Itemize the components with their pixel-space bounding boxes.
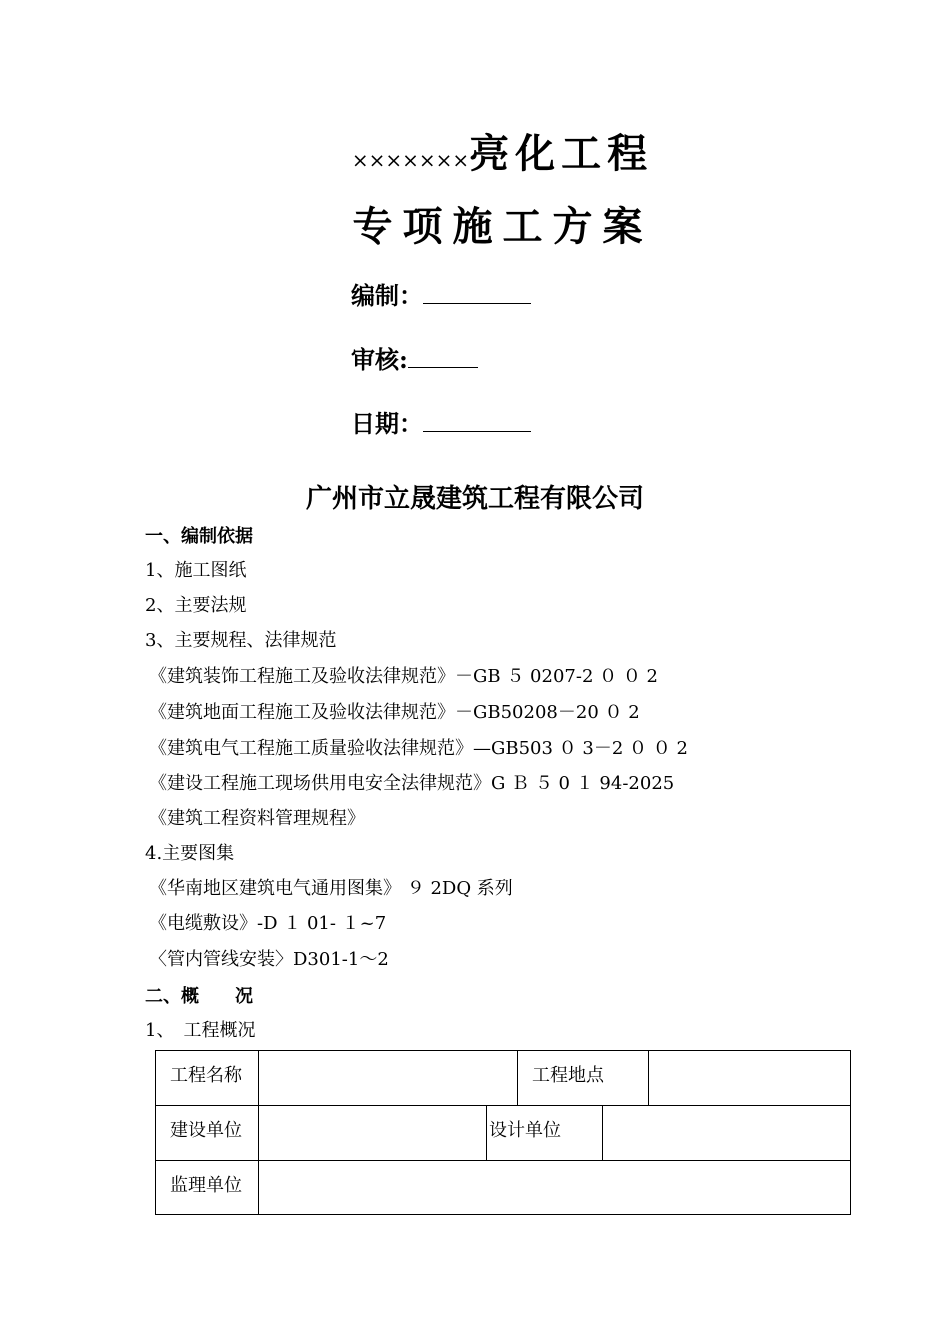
date-line	[351, 404, 531, 439]
supervisor-value	[259, 1161, 851, 1215]
prepared-label: 编制：	[351, 281, 423, 310]
list-item: 1、施工图纸	[145, 560, 247, 581]
document-title	[0, 122, 950, 179]
standard-item: 《建设工程施工现场供用电安全法律规范》G Ｂ ５ 0 １ 94-2025	[149, 773, 675, 794]
atlas-item: 〈管内管线安装〉D301-1～2	[149, 949, 389, 970]
designer-value	[603, 1106, 851, 1161]
reviewed-label: 审核:	[351, 345, 408, 374]
section2-heading: 二、概 况	[145, 986, 253, 1007]
standard-item: 《建筑装饰工程施工及验收法律规范》－GB ５ 0207-2 ０ ０ 2	[149, 666, 659, 687]
project-location-label: 工程地点	[518, 1051, 649, 1106]
prepared-blank	[423, 281, 531, 304]
builder-label: 建设单位	[156, 1106, 259, 1161]
atlas-heading: 4.主要图集	[145, 843, 235, 864]
project-location-value	[649, 1051, 851, 1106]
prepared-by	[351, 276, 531, 311]
table-row	[156, 1051, 851, 1106]
section1-heading: 一、编制依据	[145, 526, 253, 547]
date-blank	[423, 409, 531, 432]
builder-value	[259, 1106, 487, 1161]
reviewed-blank	[408, 345, 478, 368]
atlas-item: 《电缆敷设》-D １ 01- １~7	[149, 913, 387, 934]
document-subtitle: 专项施工方案	[352, 203, 653, 250]
atlas-item: 《华南地区建筑电气通用图集》 ９ 2DQ 系列	[149, 878, 513, 899]
project-name-label: 工程名称	[156, 1051, 259, 1106]
supervisor-label: 监理单位	[156, 1161, 259, 1215]
date-label: 日期：	[351, 409, 423, 438]
list-item: 3、主要规程、法律规范	[145, 630, 337, 651]
table-row	[156, 1106, 851, 1161]
title-placeholder: ×××××××	[351, 148, 470, 172]
standard-item: 《建筑电气工程施工质量验收法律规范》—GB503 ０ 3－2 ０ ０ 2	[149, 738, 688, 759]
company-name: 广州市立晟建筑工程有限公司	[305, 484, 644, 514]
standard-item: 《建筑地面工程施工及验收法律规范》－GB50208－20 ０ 2	[149, 702, 640, 723]
standard-item: 《建筑工程资料管理规程》	[149, 808, 365, 829]
designer-label: 设计单位	[487, 1106, 603, 1161]
table-row	[156, 1161, 851, 1215]
title-main: 亮化工程	[469, 130, 654, 177]
project-overview-table	[155, 1050, 851, 1215]
list-item: 2、主要法规	[145, 595, 247, 616]
list-item: 1、 工程概况	[145, 1020, 256, 1041]
project-name-value	[259, 1051, 518, 1106]
reviewed-by	[351, 340, 478, 375]
